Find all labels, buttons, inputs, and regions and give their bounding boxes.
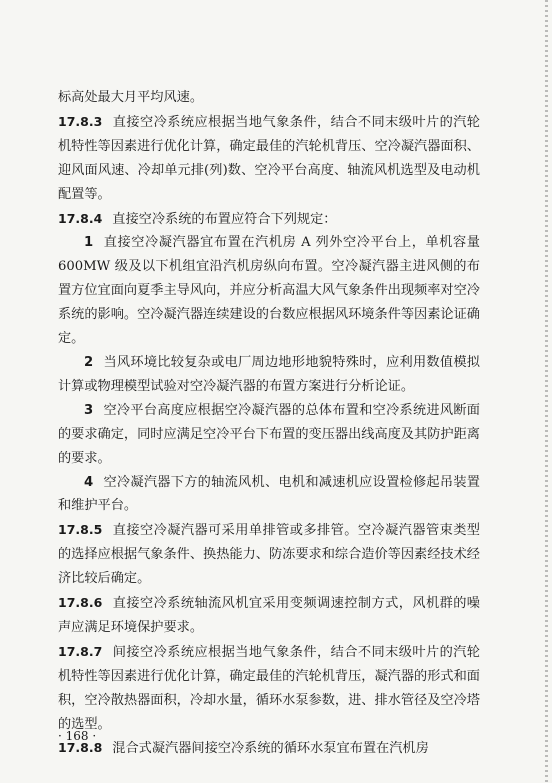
item-number: 3 (84, 402, 94, 418)
intro-line: 标高处最大月平均风速。 (58, 90, 204, 105)
clause-17-8-5 (58, 518, 480, 591)
clause-text: 直接空冷系统轴流风机宜采用变频调速控制方式，风机群的噪声应满足环境保护要求。 (58, 596, 480, 635)
clause-text: 直接空冷凝汽器可采用单排管或多排管。空冷凝汽器管束类型的选择应根据气象条件、换热能力、防冻要求和综合造价等因素经技术经济比较后确定。 (58, 523, 480, 587)
clause-17-8-7 (58, 640, 480, 737)
item-text: 空冷平台高度应根据空冷凝汽器的总体布置和空冷系统进风断面的要求确定，同时应满足空冷平台下布置的变压器出线高度及其防护距离的要求。 (58, 402, 480, 466)
page-number: · 168 · (58, 729, 97, 743)
clause-text: 混合式凝汽器间接空冷系统的循环水泵宜布置在汽机房 (112, 741, 429, 757)
clause-17-8-8 (58, 736, 480, 761)
clause-text: 间接空冷系统应根据当地气象条件，结合不同末级叶片的汽轮机特性等因素进行优化计算，确定最佳的汽轮机背压，凝汽器的形式和面积，空冷散热器面积，冷却水量，循环水泵参数，进、排水管径及空冷塔的选型。 (58, 644, 480, 732)
item-text: 空冷凝汽器下方的轴流风机、电机和减速机应设置检修起吊装置和维护平台。 (58, 474, 480, 514)
clause-number: 17.8.8 (58, 740, 103, 756)
clause-number: 17.8.4 (58, 210, 103, 226)
clause-number: 17.8.3 (58, 113, 103, 129)
clause-number: 17.8.7 (58, 643, 103, 659)
item-3 (58, 399, 480, 471)
clause-17-8-6 (58, 591, 480, 640)
clause-text: 直接空冷系统应根据当地气象条件，结合不同末级叶片的汽轮机特性等因素进行优化计算，确定最佳的汽轮机背压、空冷凝汽器面积、迎风面风速、冷却单元排(列)数、空冷平台高度、轴流风机选型及电动机配置等。 (58, 114, 480, 202)
clause-number: 17.8.6 (58, 595, 103, 611)
clause-17-8-3 (58, 110, 480, 207)
item-number: 2 (84, 354, 94, 370)
item-text: 直接空冷凝汽器宜布置在汽机房 A 列外空冷平台上，单机容量 600MW 级及以下机组宜沿汽机房纵向布置。空冷凝汽器主进风侧的布置方位宜面向夏季主导风向，并应分析高温大风气象条件出现频率对空冷系统的影响。空冷凝汽器连续建设的台数应根据风环境条件等因素论证确定。 (58, 235, 480, 347)
page-content (58, 86, 480, 761)
clause-17-8-4 (58, 207, 480, 232)
clause-text: 直接空冷系统的布置应符合下列规定： (112, 211, 337, 227)
item-1 (58, 231, 480, 351)
clause-number: 17.8.5 (58, 522, 103, 538)
item-4 (58, 471, 480, 519)
page-edge-binding (545, 0, 548, 783)
item-2 (58, 351, 480, 399)
item-text: 当风环境比较复杂或电厂周边地形地貌特殊时，应利用数值模拟计算或物理模型试验对空冷凝汽器的布置方案进行分析论证。 (58, 354, 480, 394)
item-number: 4 (84, 474, 94, 490)
item-number: 1 (84, 235, 94, 251)
